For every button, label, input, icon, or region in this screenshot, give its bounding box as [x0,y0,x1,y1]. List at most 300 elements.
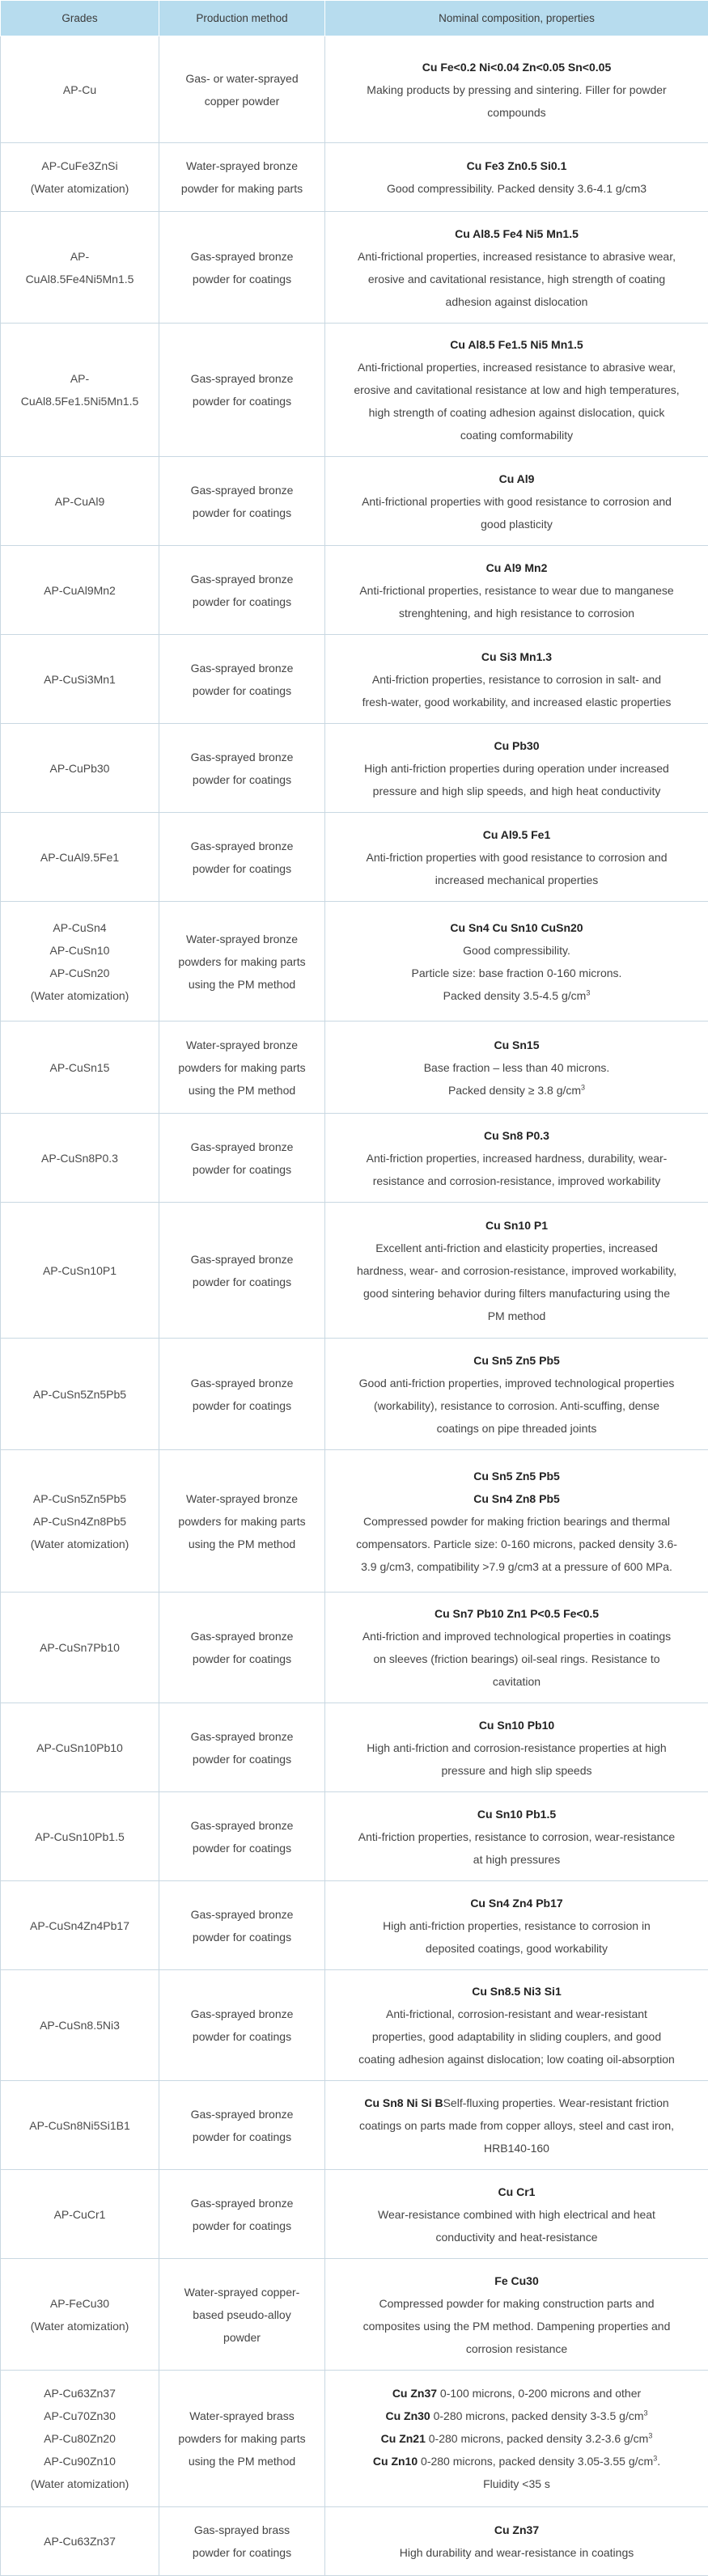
production-method-line: powder for coatings [169,857,315,880]
composition-cell [325,1203,708,1339]
grade-name: AP-CuSn5Zn5Pb5 [9,1487,151,1510]
composition-text: 0-280 microns, packed density 3.05-3.55 g/cm [418,2455,653,2468]
production-method-line: Water-sprayed bronze [169,1034,315,1056]
grade-cell [1,1022,159,1114]
grade-name: AP-CuSi3Mn1 [9,668,151,691]
composition-formula [335,1034,698,1056]
composition-formula-text: Cu Sn5 Zn5 Pb5 [473,1354,560,1367]
composition-text [335,2450,698,2472]
table-row [1,2170,708,2259]
composition-formula-text: Cu Fe3 Zn0.5 Si0.1 [467,159,567,172]
composition-text [335,2405,698,2427]
table-row [1,1450,708,1593]
table-row [1,2081,708,2170]
production-method-line: powder for coatings [169,1748,315,1770]
production-method-line: using the PM method [169,1079,315,1102]
composition-formula: Cu Sn8 Ni Si B [364,2096,443,2109]
production-method-cell [159,1703,325,1792]
grade-cell [1,1703,159,1792]
composition-text [335,2048,698,2071]
composition-text: Self-fluxing properties. Wear-resistant friction [443,2096,669,2109]
composition-text [335,1625,698,1648]
production-method-cell [159,36,325,143]
composition-formula [335,1214,698,1237]
composition-formula: Cu Zn30 [385,2409,430,2422]
production-method-line: Gas-sprayed bronze [169,479,315,501]
production-method-line: Gas-sprayed bronze [169,2003,315,2025]
composition-text [335,1305,698,1327]
composition-line: erosive and cavitational resistance at low and high temperatures, [354,383,679,396]
composition-text [335,2337,698,2360]
composition-text [335,2025,698,2048]
production-method-line: powder for coatings [169,1394,315,1417]
grade-name: AP-CuSn15 [9,1056,151,1079]
composition-text [335,268,698,290]
composition-cell [325,2170,708,2259]
production-method-cell [159,2371,325,2507]
composition-text [335,1555,698,1578]
composition-text: 0-100 microns, 0-200 microns and other [437,2387,641,2400]
grade-name: AP-Cu90Zn10 [9,2450,151,2472]
composition-line: coating comformability [460,429,573,442]
table-row [1,457,708,546]
composition-line: hardness, wear- and corrosion-resistance, improved workability, [357,1264,676,1277]
unit-superscript: 3 [586,988,590,996]
composition-text [335,602,698,624]
grade-name: (Water atomization) [9,984,151,1007]
composition-cell [325,2081,708,2170]
composition-cell [325,324,708,457]
composition-line: Wear-resistance combined with high electrical and heat [378,2208,655,2221]
production-method-line: powder for coatings [169,2541,315,2564]
grade-name: AP-CuSn5Zn5Pb5 [9,1383,151,1406]
production-method-line: based pseudo-alloy [169,2303,315,2326]
composition-formula-text: Cu Al9 [499,472,535,485]
composition-formula [335,2181,698,2203]
grade-cell [1,635,159,724]
table-row [1,1114,708,1203]
grade-cell [1,2170,159,2259]
composition-line: Fluidity <35 s [483,2477,550,2490]
composition-text [335,379,698,401]
table-row [1,1792,708,1881]
composition-cell [325,2371,708,2507]
production-method-line: Water-sprayed copper- [169,2281,315,2303]
grade-cell [1,1114,159,1203]
grade-name: AP- [9,245,151,268]
composition-text [335,846,698,869]
production-method-line: powder for coatings [169,1837,315,1859]
composition-text [335,1825,698,1848]
composition-formula [335,56,698,78]
composition-formula-text: Cu Sn5 Zn5 Pb5 [473,1470,560,1483]
production-method-line: Gas-sprayed bronze [169,2103,315,2126]
composition-text [335,2427,698,2450]
table-row [1,1881,708,1970]
grade-name: AP-CuSn10Pb10 [9,1736,151,1759]
production-method-line: Gas-sprayed bronze [169,245,315,268]
production-method-line: powder for making parts [169,177,315,200]
composition-line: cavitation [493,1675,541,1688]
production-method-cell [159,635,325,724]
composition-line: corrosion resistance [466,2342,567,2355]
composition-formula-text: Cu Al8.5 Fe4 Ni5 Mn1.5 [455,227,579,240]
composition-text [335,869,698,891]
production-method-line: powder for coatings [169,501,315,524]
composition-text [335,2114,698,2137]
composition-line: increased mechanical properties [435,873,599,886]
table-row [1,212,708,324]
table-row [1,36,708,143]
composition-cell [325,2259,708,2371]
composition-formula [335,2519,698,2541]
composition-text [335,2137,698,2159]
grade-name: (Water atomization) [9,1533,151,1555]
composition-text [335,1510,698,1533]
composition-text [335,1147,698,1170]
production-method-cell [159,2507,325,2576]
production-method-cell [159,1022,325,1114]
production-method-line: powder for coatings [169,1926,315,1948]
composition-text [335,1848,698,1871]
grade-cell [1,1970,159,2081]
unit-superscript: 3 [581,1083,585,1091]
composition-formula-text: Cu Al9 Mn2 [486,561,548,574]
table-row [1,2371,708,2507]
composition-line: HRB140-160 [484,2142,549,2155]
grade-name: AP-CuCr1 [9,2203,151,2226]
grade-cell [1,2259,159,2371]
production-method-cell [159,1881,325,1970]
composition-text [335,2472,698,2495]
production-method-cell [159,546,325,635]
composition-formula-text: Cu Sn10 P1 [485,1219,548,1232]
composition-text [335,1670,698,1693]
grade-cell [1,902,159,1022]
composition-formula-text: Cu Al9.5 Fe1 [483,828,551,841]
grade-cell [1,1339,159,1450]
production-method-cell [159,2259,325,2371]
composition-cell [325,212,708,324]
unit-superscript: 3 [648,2431,652,2439]
production-method-line: Gas-sprayed bronze [169,367,315,390]
table-row [1,1970,708,2081]
composition-line: pressure and high slip speeds, and high heat conductivity [373,785,661,797]
production-method-line: Gas-sprayed bronze [169,1903,315,1926]
composition-text [335,78,698,101]
table-row [1,635,708,724]
production-method-line: Gas-sprayed bronze [169,1136,315,1158]
composition-text [335,2315,698,2337]
composition-line: conductivity and heat-resistance [436,2231,598,2244]
composition-line: Anti-friction properties, increased hardness, durability, wear- [367,1152,668,1165]
composition-formula-text: Cu Sn8 P0.3 [484,1129,549,1142]
composition-formula [335,154,698,177]
composition-text [335,962,698,984]
composition-line: Packed density 3.5-4.5 g/cm [443,989,587,1002]
grade-name: AP-CuAl9Mn2 [9,579,151,602]
grade-name: AP-CuSn8Ni5Si1B1 [9,2114,151,2137]
grade-cell [1,212,159,324]
production-method-line: powders for making parts [169,1510,315,1533]
composition-line: Anti-friction properties, resistance to corrosion, wear-resistance [358,1830,675,1843]
grade-name: AP-CuSn8.5Ni3 [9,2014,151,2037]
composition-formula: Cu Zn21 [381,2432,426,2445]
composition-cell [325,1970,708,2081]
composition-formula [335,1714,698,1736]
composition-formula [335,1349,698,1372]
composition-formula-text: Cu Si3 Mn1.3 [481,650,552,663]
composition-formula-text: Cu Sn7 Pb10 Zn1 P<0.5 Fe<0.5 [435,1607,599,1620]
composition-cell [325,1792,708,1881]
production-method-cell [159,1970,325,2081]
composition-line: good plasticity [481,518,553,531]
grade-name: AP-CuPb30 [9,757,151,780]
composition-line: PM method [488,1309,546,1322]
composition-formula [335,1602,698,1625]
composition-formula-text: Cu Zn37 [494,2523,539,2536]
composition-formula [335,333,698,356]
composition-cell [325,724,708,813]
composition-text [335,2382,698,2405]
composition-line: at high pressures [473,1853,560,1866]
composition-line: Compressed powder for making friction bearings and thermal [363,1515,670,1528]
grade-cell [1,546,159,635]
composition-formula: Cu Zn10 [373,2455,418,2468]
composition-text [335,691,698,713]
table-header-row [1,1,708,36]
composition-text [335,2541,698,2564]
composition-line: pressure and high slip speeds [441,1764,591,1777]
composition-formula [335,1465,698,1487]
composition-line: Base fraction – less than 40 microns. [424,1061,610,1074]
composition-formula-text: Cu Sn8.5 Ni3 Si1 [472,1985,561,1998]
composition-tail: . [657,2455,660,2468]
production-method-line: Gas- or water-sprayed [169,67,315,90]
production-method-line: Gas-sprayed brass [169,2519,315,2541]
production-method-line: powders for making parts [169,2427,315,2450]
grade-name: AP-CuSn4 [9,916,151,939]
production-method-cell [159,143,325,212]
composition-text [335,1170,698,1192]
composition-text [335,401,698,424]
composition-text [335,1937,698,1960]
composition-line: fresh-water, good workability, and increased elastic properties [362,696,672,709]
table-row [1,143,708,212]
composition-text [335,1736,698,1759]
composition-text [335,1914,698,1937]
composition-line: high strength of coating adhesion against dislocation, quick [369,406,665,419]
composition-formula-text: Cu Sn10 Pb10 [479,1719,554,1732]
composition-cell [325,36,708,143]
grade-name: AP-Cu63Zn37 [9,2382,151,2405]
composition-cell [325,143,708,212]
composition-line: Anti-frictional properties, increased resistance to abrasive wear, [358,361,676,374]
production-method-line: Water-sprayed bronze [169,928,315,950]
composition-text [335,2226,698,2248]
composition-line: Anti-friction properties, resistance to corrosion in salt- and [372,673,661,686]
grade-name: AP-CuAl9 [9,490,151,513]
composition-cell [325,1593,708,1703]
grade-cell [1,1203,159,1339]
composition-cell [325,1703,708,1792]
table-row [1,546,708,635]
composition-line: Anti-frictional properties, increased resistance to abrasive wear, [358,250,676,263]
production-method-line: Water-sprayed bronze [169,1487,315,1510]
composition-line: on sleeves (friction bearings) oil-seal rings. Resistance to [373,1652,659,1665]
composition-formula [335,1980,698,2003]
composition-formula-text: Cu Sn15 [494,1038,539,1051]
composition-text [335,1282,698,1305]
composition-formula [335,556,698,579]
grade-name: AP-CuSn20 [9,962,151,984]
composition-formula-text: Cu Sn4 Cu Sn10 CuSn20 [450,921,583,934]
composition-formula [335,645,698,668]
production-method-line: powder [169,2326,315,2349]
composition-line: High anti-friction and corrosion-resistance properties at high [367,1741,666,1754]
composition-cell [325,1114,708,1203]
production-method-line: powder for coatings [169,1158,315,1181]
composition-formula-text: Cu Sn4 Zn8 Pb5 [473,1492,560,1505]
grade-cell [1,724,159,813]
production-method-line: Gas-sprayed bronze [169,657,315,679]
production-method-cell [159,1792,325,1881]
grade-name: CuAl8.5Fe4Ni5Mn1.5 [9,268,151,290]
table-body [1,36,708,2576]
table-row [1,1703,708,1792]
composition-line: compensators. Particle size: 0-160 microns, packed density 3.6- [356,1538,677,1550]
composition-line: Good compressibility. Packed density 3.6-4.1 g/cm3 [387,182,647,195]
production-method-cell [159,724,325,813]
production-method-line: Gas-sprayed bronze [169,835,315,857]
table-row [1,902,708,1022]
production-method-cell [159,1593,325,1703]
grade-name: (Water atomization) [9,2315,151,2337]
composition-cell [325,1022,708,1114]
grade-cell [1,1881,159,1970]
grade-cell [1,1593,159,1703]
table-row [1,1593,708,1703]
table-row [1,2259,708,2371]
composition-formula-text: Cu Cr1 [498,2185,536,2198]
grade-cell [1,36,159,143]
grade-name: (Water atomization) [9,177,151,200]
grade-name: AP-FeCu30 [9,2292,151,2315]
composition-line: High anti-friction properties during operation under increased [364,762,669,775]
grade-name: AP-CuFe3ZnSi [9,154,151,177]
composition-text [335,757,698,780]
composition-text [335,1394,698,1417]
composition-line: High anti-friction properties, resistance to corrosion in [383,1919,651,1932]
composition-text: 0-280 microns, packed density 3-3.5 g/cm [430,2409,644,2422]
composition-line: composites using the PM method. Dampening properties and [363,2320,671,2333]
composition-formula [335,1124,698,1147]
production-method-line: powder for coatings [169,768,315,791]
composition-formula-text: Cu Sn10 Pb1.5 [477,1808,556,1821]
production-method-cell [159,324,325,457]
composition-text [335,668,698,691]
composition-cell [325,1881,708,1970]
composition-text [335,177,698,200]
grade-cell [1,2081,159,2170]
grade-cell [1,1792,159,1881]
production-method-line: powder for coatings [169,1271,315,1293]
production-method-cell [159,1339,325,1450]
composition-cell [325,457,708,546]
production-method-line: Gas-sprayed bronze [169,746,315,768]
composition-formula [335,823,698,846]
grade-name: AP-CuSn10 [9,939,151,962]
grade-name: AP-CuSn8P0.3 [9,1147,151,1170]
production-method-line: powder for coatings [169,2214,315,2237]
production-method-line: Gas-sprayed bronze [169,568,315,590]
production-method-cell [159,2170,325,2259]
header-production-method: Production method [159,1,325,36]
composition-text [335,101,698,124]
table-row [1,2507,708,2576]
production-method-line: powder for coatings [169,2025,315,2048]
production-method-line: using the PM method [169,973,315,996]
composition-text [335,1259,698,1282]
grade-name: AP-CuSn4Zn4Pb17 [9,1914,151,1937]
composition-line: resistance and corrosion-resistance, improved workability [373,1174,661,1187]
production-method-line: powder for coatings [169,268,315,290]
grade-name: AP-CuSn7Pb10 [9,1636,151,1659]
composition-line: Good anti-friction properties, improved technological properties [359,1377,675,1390]
composition-text [335,245,698,268]
composition-text [335,1079,698,1102]
composition-text [335,1648,698,1670]
composition-formula [335,916,698,939]
grade-name: AP-CuSn4Zn8Pb5 [9,1510,151,1533]
composition-cell [325,1339,708,1450]
composition-formula-text: Fe Cu30 [494,2274,538,2287]
header-grades: Grades [1,1,159,36]
composition-text [335,2292,698,2315]
grade-name: AP-Cu80Zn20 [9,2427,151,2450]
composition-line: (workability), resistance to corrosion. Anti-scuffing, dense [374,1399,659,1412]
composition-formula-text: Cu Sn4 Zn4 Pb17 [470,1897,562,1910]
composition-text [335,1417,698,1440]
production-method-line: powders for making parts [169,950,315,973]
composition-cell [325,2507,708,2576]
production-method-cell [159,1203,325,1339]
composition-line: Good compressibility. [463,944,570,957]
production-method-cell [159,212,325,324]
composition-line: Anti-friction properties with good resistance to corrosion and [367,851,668,864]
table-row [1,1339,708,1450]
grade-name: AP-CuSn10Pb1.5 [9,1825,151,1848]
composition-text [335,2203,698,2226]
grade-name: CuAl8.5Fe1.5Ni5Mn1.5 [9,390,151,412]
composition-formula [335,467,698,490]
production-method-line: powder for coatings [169,390,315,412]
composition-text [335,2092,698,2114]
composition-cell [325,635,708,724]
composition-formula-text: Cu Pb30 [494,739,539,752]
production-method-line: Gas-sprayed bronze [169,1625,315,1648]
table-row [1,1022,708,1114]
grade-name: AP- [9,367,151,390]
composition-text [335,290,698,313]
composition-text [335,939,698,962]
grade-name: AP-CuAl9.5Fe1 [9,846,151,869]
composition-line: Anti-friction and improved technological properties in coatings [362,1630,671,1643]
grade-cell [1,143,159,212]
composition-line: Anti-frictional properties with good resistance to corrosion and [362,495,672,508]
unit-superscript: 3 [653,2454,657,2462]
composition-line: Packed density ≥ 3.8 g/cm [448,1084,581,1097]
